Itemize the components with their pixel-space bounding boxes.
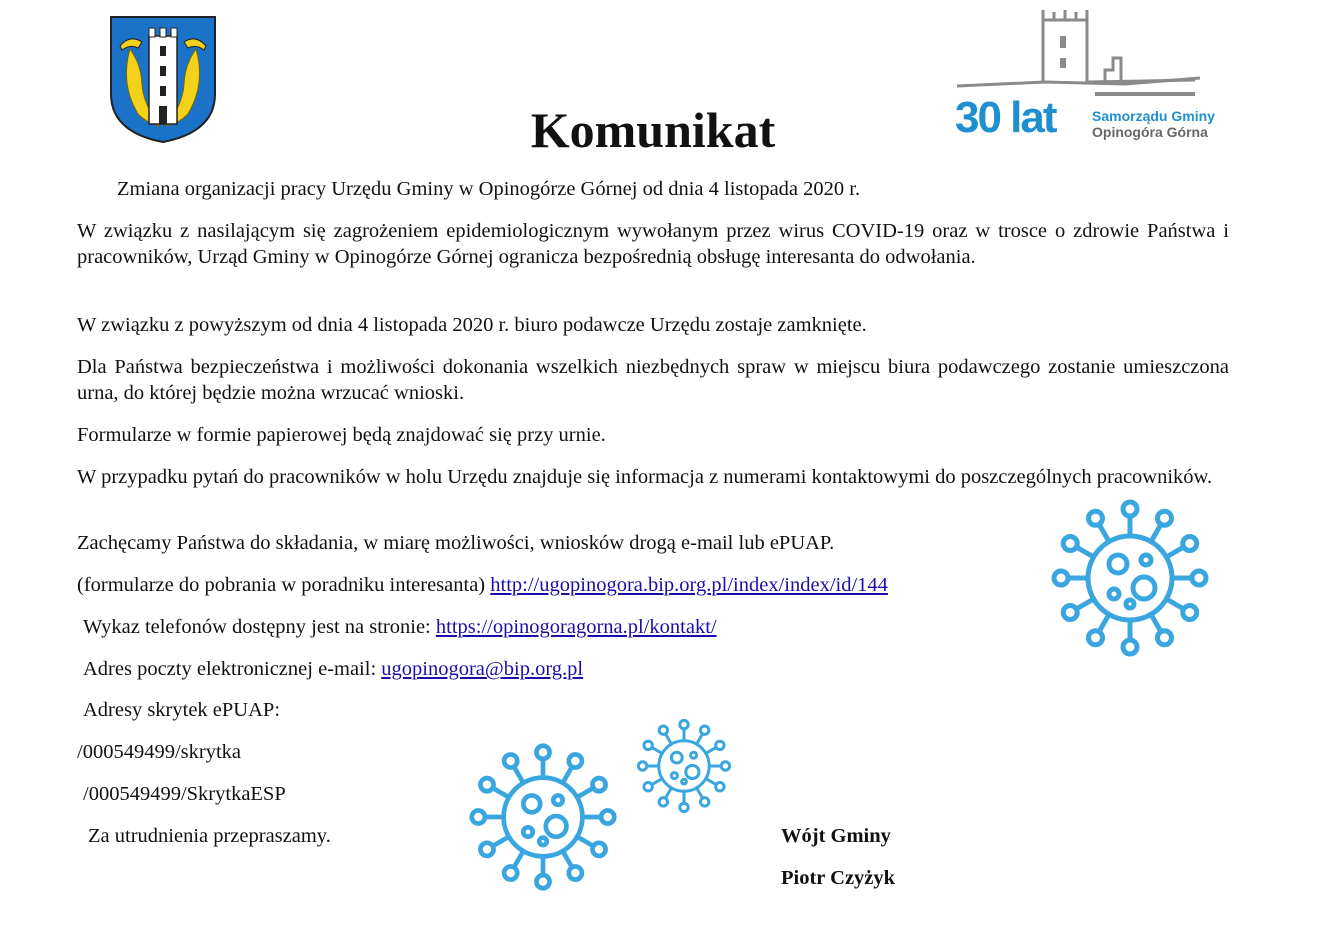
paragraph-1: W związku z nasilającym się zagrożeniem epidemiologicznym wywołanym przez wirus COVID-19 oraz w trosce o zdrowie Państwa i pracowników, Urząd Gminy w Opinogórze Górnej ogranicza bezpośrednią obsługę interesanta do odwołania.	[77, 220, 1229, 268]
page-title: Komunikat	[530, 102, 776, 158]
forms-prefix: (formularze do pobrania w poradniku interesanta)	[77, 574, 486, 596]
virus-icon	[468, 742, 618, 892]
anniversary-line2: Opinogóra Górna	[1092, 124, 1208, 140]
forms-link[interactable]: http://ugopinogora.bip.org.pl/index/index/id/144	[490, 574, 888, 596]
signature-role: Wójt Gminy	[781, 825, 891, 847]
subtitle: Zmiana organizacji pracy Urzędu Gminy w Opinogórze Górnej od dnia 4 listopada 2020 r.	[117, 178, 861, 200]
paragraph-5: W przypadku pytań do pracowników w holu Urzędu znajduje się informacja z numerami kontaktowymi do poszczególnych pracowników.	[77, 466, 1213, 488]
signature-name: Piotr Czyżyk	[781, 867, 896, 889]
email-link[interactable]: ugopinogora@bip.org.pl	[381, 658, 584, 680]
paragraph-6: Zachęcamy Państwa do składania, w miarę możliwości, wniosków drogą e-mail lub ePUAP.	[77, 532, 835, 554]
paragraph-3: Dla Państwa bezpieczeństwa i możliwości dokonania wszelkich niezbędnych spraw w miejscu biura podawczego zostanie umieszczona urna, do której będzie można wrzucać wnioski.	[77, 356, 1229, 404]
email-line	[83, 656, 583, 682]
epuap-heading: Adresy skrytek ePUAP:	[83, 699, 281, 721]
paragraph-4: Formularze w formie papierowej będą znajdować się przy urnie.	[77, 424, 606, 446]
paragraph-2: W związku z powyższym od dnia 4 listopada 2020 r. biuro podawcze Urzędu zostaje zamknięte.	[77, 314, 867, 336]
phones-link[interactable]: https://opinogoragorna.pl/kontakt/	[435, 616, 717, 638]
apology-text: Za utrudnienia przepraszamy.	[88, 825, 331, 847]
forms-line	[77, 572, 888, 598]
tower-logo-icon	[955, 8, 1220, 103]
email-prefix: Adres poczty elektronicznej e-mail:	[83, 658, 377, 680]
epuap-address-1: /000549499/skrytka	[77, 741, 241, 763]
virus-icon	[1050, 498, 1210, 658]
anniversary-number: 30 lat	[955, 93, 1056, 142]
anniversary-line1: Samorządu Gminy	[1092, 108, 1215, 124]
virus-icon	[636, 718, 732, 814]
epuap-address-2: /000549499/SkrytkaESP	[83, 783, 286, 805]
phones-line	[83, 614, 717, 640]
phones-prefix: Wykaz telefonów dostępny jest na stronie:	[83, 616, 431, 638]
